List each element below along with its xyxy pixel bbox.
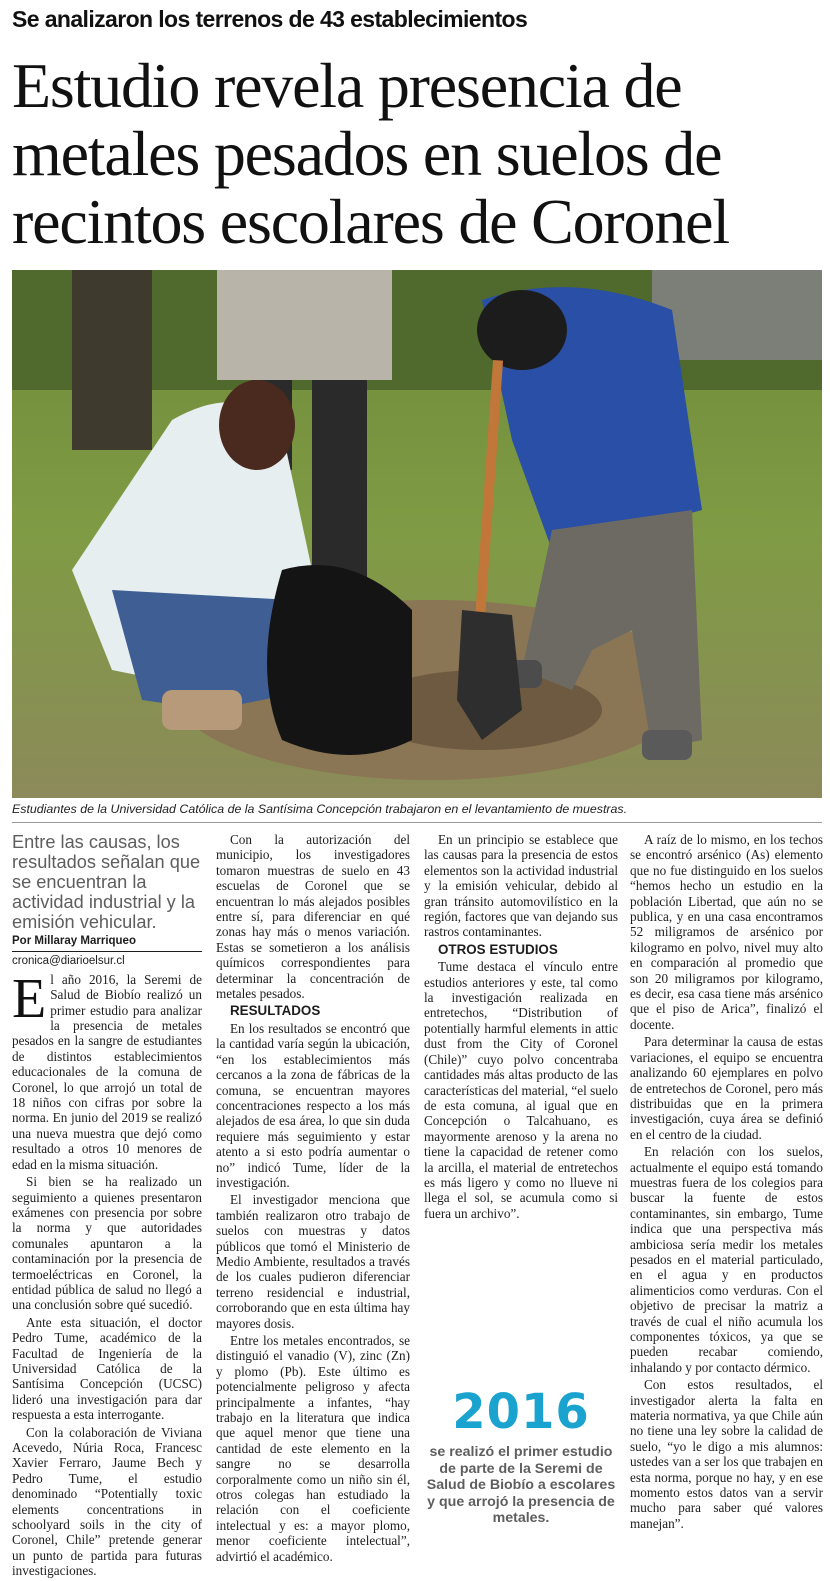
byline: Por Millaray Marriqueo: [12, 934, 202, 952]
paragraph-13: En relación con los suelos, actualmente el equipo está tomando muestras fuera de los colegios para buscar la fuente de estos contaminantes, sin embargo, Tume indica que una perspectiva más ambiciosa sería medir los metales pesados en el material particulado, en el agua y en productos alimenticios como verduras. Con el objetivo de precisar la matriz a través de cual el niño acumula los componentes tóxicos, ya que se pueden recabar comiendo, inhalando y por contacto dérmico.: [630, 1144, 823, 1375]
subhead-otros-estudios: OTROS ESTUDIOS: [438, 941, 558, 957]
paragraph-6: En los resultados se encontró que la cantidad varía según la ubicación, “en los establecimientos más cercanos a la zona de fábricas de la comuna, se encuentran mayores concentraciones respecto a los más alejados de esa área, lo que sin duda requiere más seguimiento y estar atento a si esto podría aumentar o no” indicó Tume, líder de la investigación.: [216, 1020, 410, 1190]
column-2: [216, 832, 410, 1566]
subhead-resultados: RESULTADOS: [230, 1003, 321, 1019]
divider: [12, 822, 822, 823]
headline-line-1: Estudio revela presencia de: [12, 50, 682, 121]
column-3: [424, 832, 618, 1223]
paragraph-9: En un principio se establece que las causas para la presencia de estos elementos son la actividad industrial y la emisión vehicular, debido al gran tránsito automovilístico en la región, factores que van dejando sus rastros contaminantes.: [424, 832, 618, 940]
headline: [12, 52, 822, 256]
stat-text: se realizó el primer estudio de parte de la Seremi de Salud de Biobío a escolares y que arrojó la presencia de metales.: [426, 1444, 616, 1526]
dropcap: E: [12, 967, 47, 1030]
byline-email: cronica@diarioelsur.cl: [12, 955, 125, 968]
paragraph-1: El año 2016, la Seremi de Salud de Biobío realizó un primer estudio para analizar la presencia de metales pesados en la sangre de estudiantes de distintos establecimientos educacionales de la comuna de Coronel, lo que arrojó un total de 18 niños con cifras por sobre la norma. En junio del 2019 se realizó una nueva muestra que dejó como resultado a otros 10 menores de edad en la misma situación.: [12, 967, 202, 1172]
column-4: [630, 832, 823, 1533]
article-photo: [12, 270, 822, 798]
column-1: [12, 832, 202, 1581]
paragraph-2: Si bien se ha realizado un seguimiento a quienes presentaron exámenes con presencia por sobre la norma y que autoridades comunales apuntaron a la contaminación por la presencia de termoeléctricas en Coronel, la entidad pública de salud no llegó a una conclusión sobre qué sucedió.: [12, 1174, 202, 1313]
stat-box: [424, 1386, 618, 1527]
paragraph-14: Con estos resultados, el investigador alerta la falta en materia normativa, ya que Chile aún no tiene una ley sobre la calidad de suelo, “yo le digo a mis alumnos: ustedes van a ser los que trabajen en esta norma, porque no hay, y en ese momento estos datos van a servir mucho para saber qué valores manejan”.: [630, 1377, 823, 1531]
paragraph-10: Tume destaca el vínculo entre estudios anteriores y este, tal como la investigación realizada en entretechos, “Distribution of potentially harmful elements in attic dust from the City of Coronel (Chile)” cuyo polvo concentraba cantidades más altas producto de las características del material, “el suelo de esta comuna, al igual que en Concepción o Talcahuano, es mayormente arenoso y la arena no tiene la capacidad de retener como la arcilla, el material de entretechos es más ligero y como no llueve ni llega el sol, se acumula como si fuera un archivo”.: [424, 959, 618, 1221]
headline-line-2: metales pesados en suelos de: [12, 118, 722, 189]
paragraph-3: Ante esta situación, el doctor Pedro Tume, académico de la Facultad de Ingeniería de la Universidad Católica de la Santísima Concepción (UCSC) lideró una investigación para dar respuesta a esta interrogante.: [12, 1314, 202, 1423]
stat-number: 2016: [452, 1384, 590, 1440]
kicker: Se analizaron los terrenos de 43 establecimientos: [12, 6, 528, 32]
headline-line-3: recintos escolares de Coronel: [12, 186, 729, 257]
paragraph-8: Entre los metales encontrados, se distinguió el vanadio (V), zinc (Zn) y plomo (Pb). Este último es potencialmente peligroso y afecta principalmente a infantes, “hay trabajo en la literatura que indica que aquel menor que tiene una cantidad de este elemento en la sangre no se desarrolla corporalmente como un niño sin él, otros colegas han estudiado la relación con el coeficiente intelectual y es: a mayor plomo, menor coeficiente intelectual”, advirtió el académico.: [216, 1333, 410, 1564]
paragraph-7: El investigador menciona que también realizaron otro trabajo de suelos con muestras y datos públicos que tomó el Ministerio de Medio Ambiente, resultados a través de los cuales pudieron diferenciar terreno residencial e industrial, corroborando que en esta última hay mayores dosis.: [216, 1192, 410, 1331]
paragraph-11: A raíz de lo mismo, en los techos se encontró arsénico (As) elemento que no fue distinguido en los suelos “hemos hecho un estudio en la población Libertad, que aún no se publica, y en una casa encontramos 52 miligramos de arsénico por kilogramo en polvo, nivel muy alto en comparación al promedio que son 20 miligramos por kilogramo, es decir, esa casa tiene más arsénico que el piso de Arica”, finalizó el docente.: [630, 832, 823, 1032]
paragraph-12: Para determinar la causa de estas variaciones, el equipo se encuentra analizando 60 ejemplares en polvo de entretechos de Coronel, pero más distribuidas que en la primera investigación, cuya área se definió en el centro de la ciudad.: [630, 1034, 823, 1142]
paragraph-4: Con la colaboración de Viviana Acevedo, Núria Roca, Francesc Xavier Ferraro, Jaume Bech y Pedro Tume, el estudio denominado “Potentially toxic elements concentrations in schoolyard soils in the city of Coronel, Chile” pretende generar un punto de partida para futuras investigaciones.: [12, 1424, 202, 1579]
pullquote: Entre las causas, los resultados señalan que se encuentran la actividad industrial y la emisión vehicular.: [12, 832, 201, 932]
photo-caption: Estudiantes de la Universidad Católica de la Santísima Concepción trabajaron en el levantamiento de muestras.: [12, 802, 628, 816]
paragraph-5: Con la autorización del municipio, los investigadores tomaron muestras de suelo en 43 escuelas de Coronel que se encuentran lo más alejados posibles entre sí, para diferenciar en qué zonas hay más o menos variación. Estas se sometieron a los análisis químicos correspondientes para determinar la concentración de metales pesados.: [216, 832, 410, 1002]
